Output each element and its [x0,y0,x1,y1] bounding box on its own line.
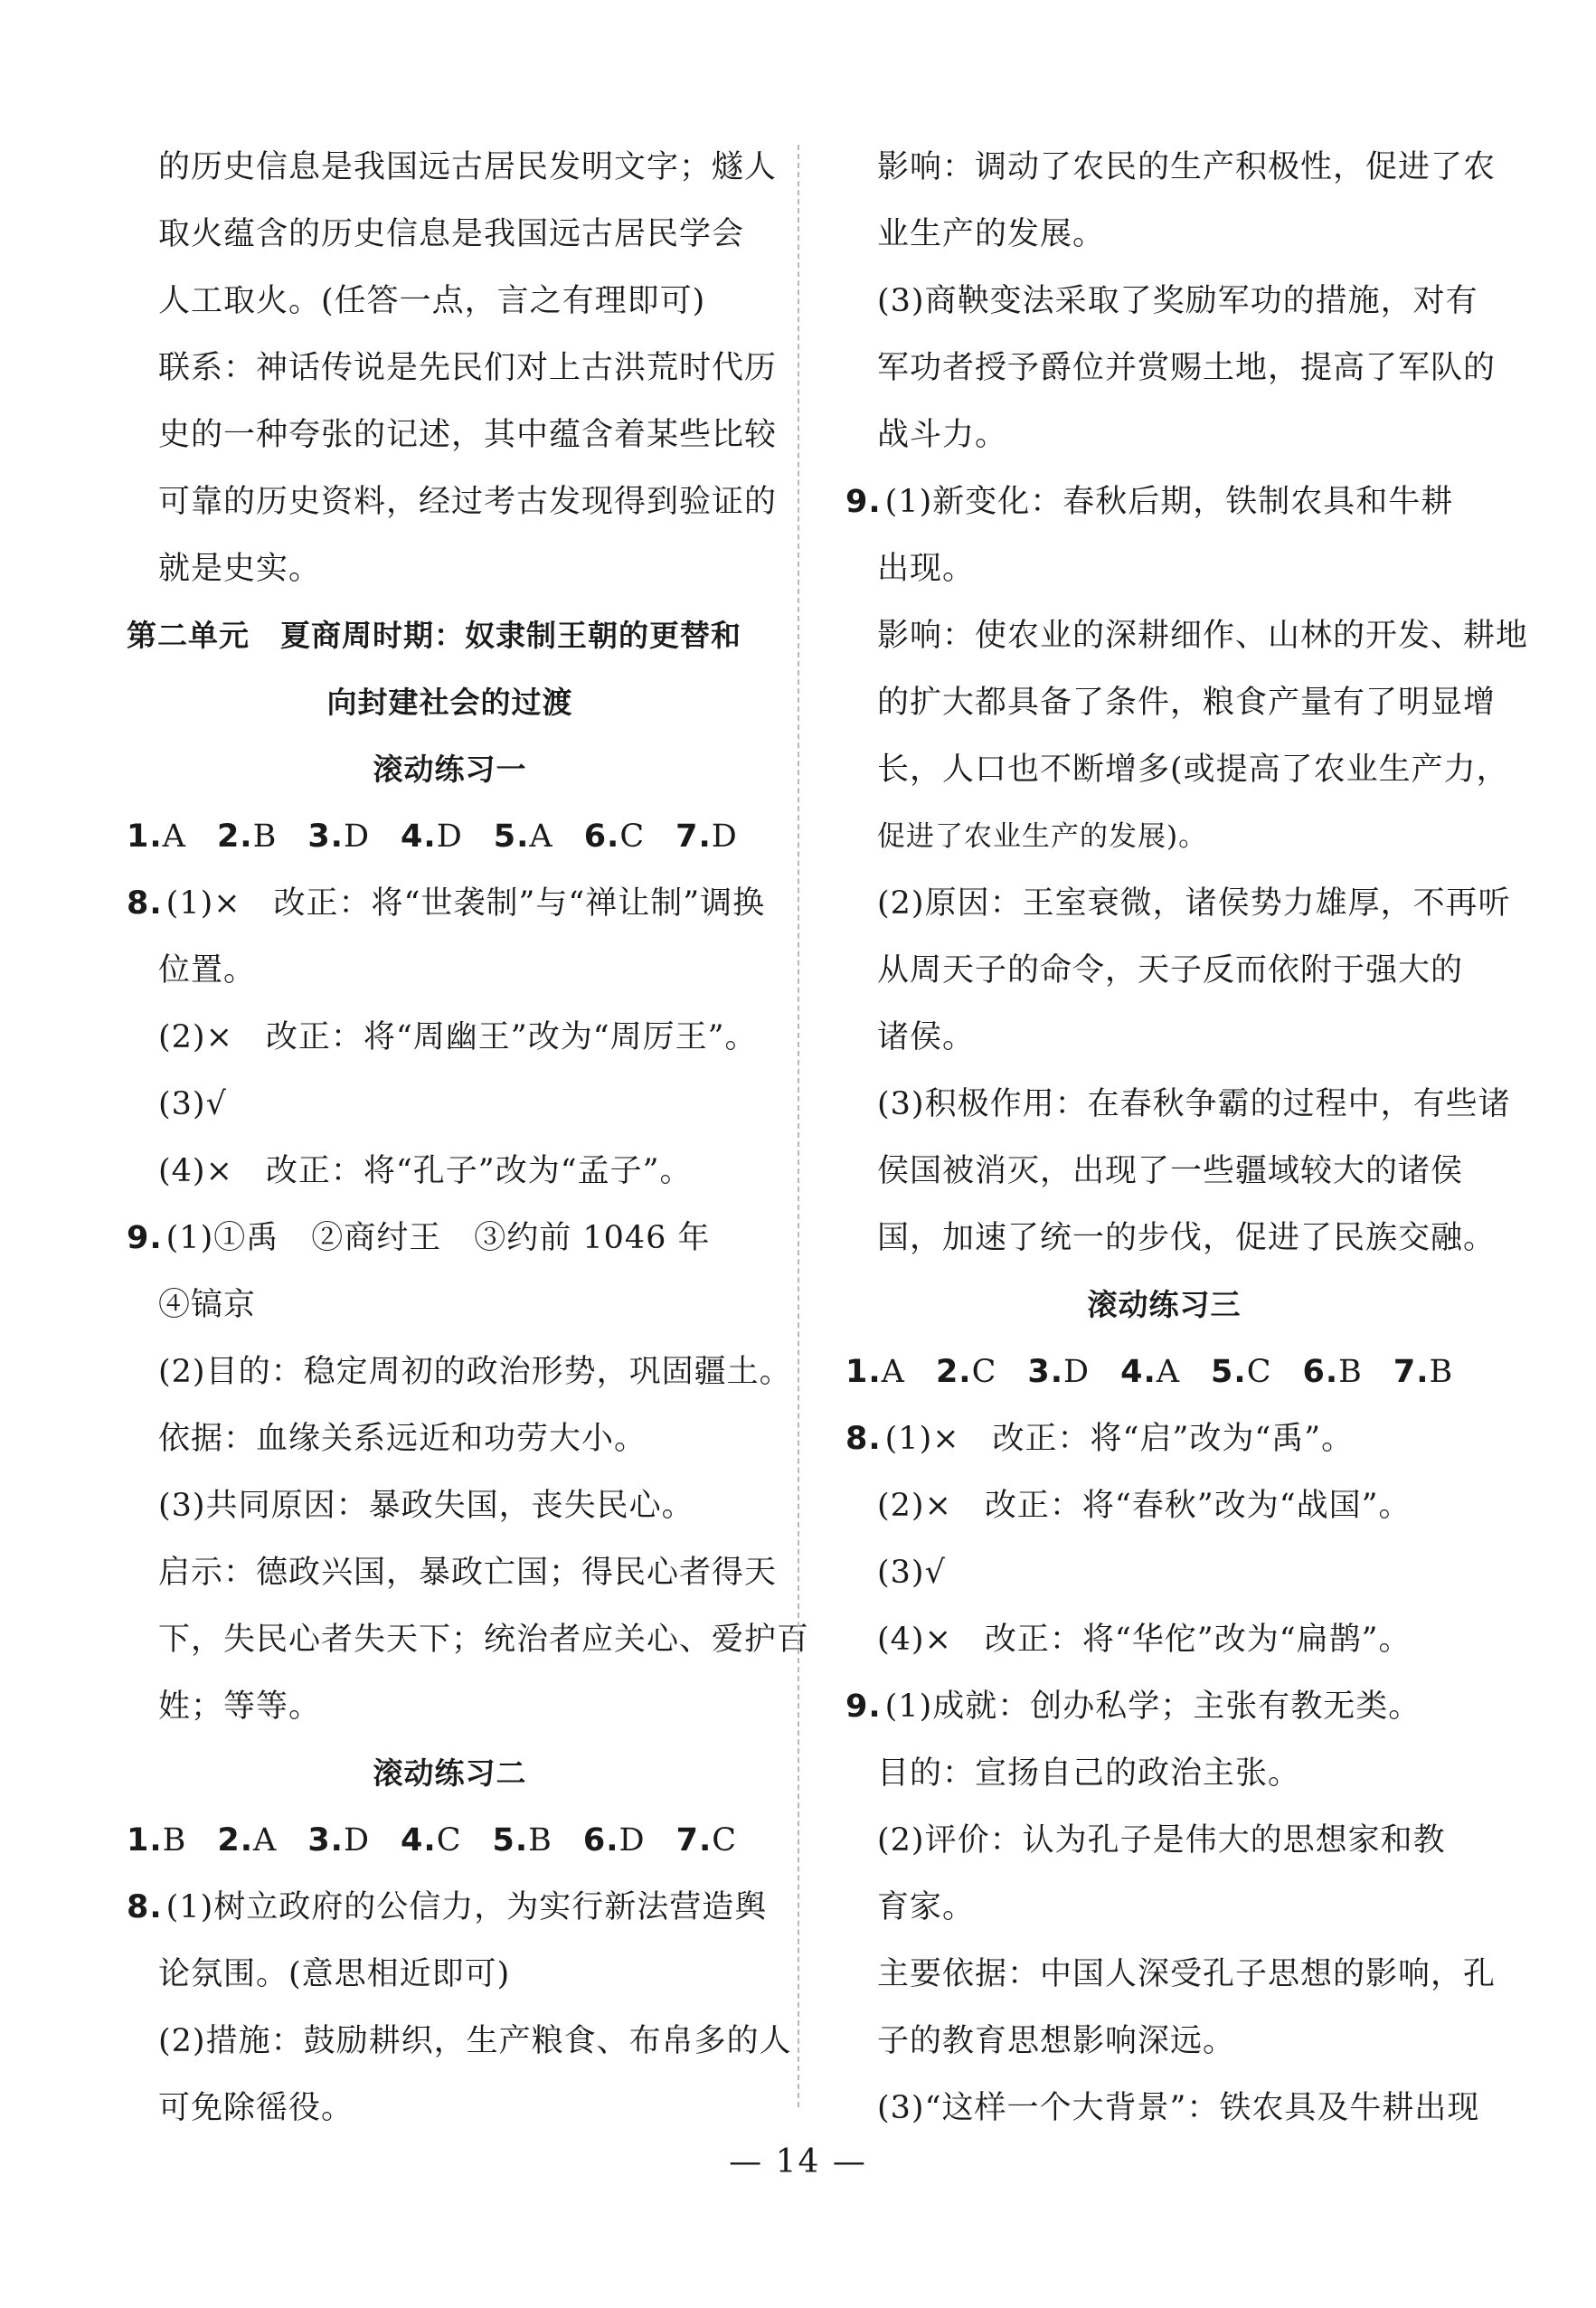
mc-answer [675,803,738,870]
mc-answer [307,803,370,870]
line-text: (2)目的：稳定周初的政治形势，巩固疆土。 [158,1354,792,1390]
mc-choice: B [528,1822,552,1859]
text-line [127,1272,773,1338]
mc-choice: B [1429,1354,1454,1390]
text-line [127,1405,773,1472]
mc-answer [1302,1338,1362,1405]
line-text: (3)√ [158,1086,227,1122]
mc-choice: D [711,818,738,855]
text-line [845,1941,1497,2008]
mc-question-number: 5. [493,818,530,855]
mc-answer [401,803,463,870]
mc-question-number: 4. [401,1822,437,1859]
line-text: (1)①禹 ②商纣王 ③约前 1046 年 [165,1220,711,1256]
mc-question-number: 3. [307,1822,344,1859]
line-text: (3)“这样一个大背景”：铁农具及牛耕出现 [877,2090,1480,2126]
text-line [845,1472,1483,1539]
mc-answer-row [127,803,773,870]
line-text: (1)成就：创办私学；主张有教无类。 [884,1688,1421,1725]
text-line [127,1205,773,1272]
line-text: 国，加速了统一的步伐，促进了民族交融。 [877,1220,1497,1256]
text-line [127,201,773,268]
text-line [845,669,1497,736]
mc-choice: A [1156,1354,1181,1390]
section-heading [845,1272,1483,1338]
line-text: 主要依据：中国人深受孔子思想的影响，孔 [877,1956,1497,1992]
mc-question-number: 1. [127,818,163,855]
text-line [127,2008,792,2075]
mc-answer [584,803,645,870]
text-line [127,1472,773,1539]
text-line [845,1874,1483,1941]
text-line [845,1405,1483,1472]
line-text: 向封建社会的过渡 [326,685,573,720]
mc-question-number: 7. [1393,1354,1430,1390]
mc-answer [217,1807,277,1874]
line-text: (2)× 改正：将“周幽王”改为“周厉王”。 [158,1019,758,1055]
text-line [845,2008,1483,2075]
text-line [845,134,1497,201]
mc-question-number: 2. [216,818,253,855]
line-text: 战斗力。 [877,417,1008,453]
mc-question-number: 3. [307,818,344,855]
mc-choice: D [343,818,371,855]
mc-choice: B [162,1822,187,1859]
text-line [845,201,1483,268]
line-text: 滚动练习二 [373,1755,527,1791]
line-text: 联系：神话传说是先民们对上古洪荒时代历 [158,350,778,386]
line-text: 影响：调动了农民的生产积极性，促进了农 [877,149,1497,185]
line-text: 第二单元 夏商周时期：奴隶制王朝的更替和 [127,618,741,653]
mc-question-number: 4. [1120,1354,1157,1390]
line-text: 姓；等等。 [158,1688,322,1725]
mc-answer [676,1807,737,1874]
line-text: (4)× 改正：将“华佗”改为“扁鹊”。 [877,1622,1412,1658]
line-text: 下，失民心者失天下；统治者应关心、爱护百 [158,1622,810,1658]
line-text: 的历史信息是我国远古居民发明文字；燧人 [158,149,778,185]
line-text: 位置。 [158,952,257,988]
line-text: 出现。 [877,551,976,587]
column-divider [798,145,799,2107]
mc-answer [494,803,553,870]
line-text: 滚动练习一 [373,752,527,787]
mc-choice: C [619,818,646,855]
mc-question-number: 1. [845,1354,882,1390]
mc-question-number: 2. [217,1822,254,1859]
text-line [127,1004,773,1071]
text-line [845,1807,1483,1874]
line-text: 论氛围。(意思相近即可) [158,1956,511,1992]
mc-answer [492,1807,552,1874]
line-text: 史的一种夸张的记述，其中蕴含着某些比较 [158,417,778,453]
text-line [845,468,1483,535]
line-text: (3)积极作用：在春秋争霸的过程中，有些诸 [877,1086,1511,1122]
line-text: (1)树立政府的公信力，为实行新法营造舆 [165,1889,768,1925]
question-number: 9. [127,1220,163,1256]
question-number: 9. [845,1688,882,1725]
line-text: 依据：血缘关系远近和功劳大小。 [158,1421,647,1457]
mc-choice: D [436,818,463,855]
mc-question-number: 4. [401,818,437,855]
text-line [127,937,773,1004]
line-text: 业生产的发展。 [877,216,1106,252]
line-text: 启示：德政兴国，暴政亡国；得民心者得天 [158,1555,778,1591]
mc-answer [127,803,186,870]
text-line [845,2075,1483,2142]
line-text: 可靠的历史资料，经过考古发现得到验证的 [158,484,778,520]
line-text: (2)原因：王室衰微，诸侯势力雄厚，不再听 [877,885,1511,922]
mc-answer [583,1807,646,1874]
mc-question-number: 5. [1211,1354,1247,1390]
text-line [845,937,1483,1004]
text-line [845,1606,1483,1673]
text-line [127,1941,773,2008]
text-line [845,803,1483,870]
mc-choice: B [252,818,278,855]
mc-answer [1120,1338,1180,1405]
line-text: (2)评价：认为孔子是伟大的思想家和教 [877,1822,1446,1859]
text-line [127,268,773,335]
left-column [127,134,810,2142]
mc-question-number: 6. [1302,1354,1339,1390]
mc-question-number: 6. [583,818,620,855]
mc-choice: A [253,1822,278,1859]
mc-answer [936,1338,996,1405]
right-column [845,134,1529,2142]
question-number: 8. [127,885,163,922]
line-text: (3)√ [877,1555,946,1591]
line-text: 就是史实。 [158,551,322,587]
line-text: 育家。 [877,1889,976,1925]
line-text: (3)共同原因：暴政失国，丧失民心。 [158,1488,694,1524]
text-line [845,1071,1511,1138]
mc-question-number: 2. [935,1354,972,1390]
line-text: (2)措施：鼓励耕织，生产粮食、布帛多的人 [158,2023,792,2059]
text-line [127,468,778,535]
text-line [845,1004,1483,1071]
mc-answer [1393,1338,1453,1405]
section-heading [127,602,773,669]
line-text: 长，人口也不断增多(或提高了农业生产力， [877,752,1509,788]
mc-choice: C [1246,1354,1272,1390]
question-number: 8. [127,1889,163,1925]
mc-answer-row [845,1338,1483,1405]
text-line [845,1740,1483,1807]
mc-answer [127,1807,186,1874]
question-number: 8. [845,1421,882,1457]
line-text: 滚动练习三 [1087,1287,1242,1322]
text-line [845,736,1509,803]
line-text: (4)× 改正：将“孔子”改为“孟子”。 [158,1153,693,1189]
section-heading [127,669,773,736]
text-line [127,134,778,201]
line-text: ④镐京 [158,1287,257,1323]
line-text: 侯国被消灭，出现了一些疆域较大的诸侯 [877,1153,1464,1189]
line-text: 可免除徭役。 [158,2090,354,2126]
line-text: (1)× 改正：将“世袭制”与“禅让制”调换 [165,885,766,922]
mc-choice: D [343,1822,371,1859]
line-text: 军功者授予爵位并赏赐土地，提高了军队的 [877,350,1497,386]
text-line [845,1673,1483,1740]
text-line [127,402,778,468]
line-text: 从周天子的命令，天子反而依附于强大的 [877,952,1464,988]
mc-choice: D [1063,1354,1091,1390]
section-heading [127,736,773,803]
text-line [127,870,773,937]
mc-answer [845,1338,905,1405]
text-line [845,268,1483,335]
line-text: 促进了农业生产的发展)。 [877,820,1208,853]
mc-question-number: 1. [127,1822,163,1859]
mc-choice: C [971,1354,997,1390]
text-line [127,1338,792,1405]
mc-question-number: 6. [582,1822,619,1859]
question-number: 9. [845,484,882,520]
mc-choice: A [881,1354,905,1390]
mc-question-number: 7. [675,818,712,855]
line-text: (3)商鞅变法采取了奖励军功的措施，对有 [877,283,1478,319]
line-text: 目的：宣扬自己的政治主张。 [877,1755,1301,1792]
mc-question-number: 3. [1027,1354,1064,1390]
mc-choice: D [619,1822,646,1859]
page-number: — 14 — [729,2143,867,2180]
mc-answer [401,1807,461,1874]
line-text: 取火蕴含的历史信息是我国远古居民学会 [158,216,745,252]
text-line [127,1539,778,1606]
line-text: 影响：使农业的深耕细作、山林的开发、耕地 [877,618,1529,654]
mc-choice: A [529,818,553,855]
line-text: 子的教育思想影响深远。 [877,2023,1236,2059]
mc-choice: A [162,818,186,855]
mc-choice: C [712,1822,738,1859]
text-line [845,602,1529,669]
text-line [845,335,1497,402]
text-line [845,402,1483,468]
text-line [127,1138,773,1205]
text-line [127,1071,773,1138]
line-text: 人工取火。(任答一点，言之有理即可) [158,283,706,319]
text-line [845,1539,1483,1606]
text-line [845,535,1483,602]
text-line [845,870,1511,937]
text-line [845,1138,1483,1205]
mc-answer [1027,1338,1090,1405]
section-heading [127,1740,773,1807]
mc-choice: C [436,1822,462,1859]
line-text: 诸侯。 [877,1019,976,1055]
text-line [127,335,778,402]
mc-question-number: 5. [492,1822,529,1859]
mc-answer [1211,1338,1271,1405]
text-line [845,1205,1497,1272]
line-text: (1)× 改正：将“启”改为“禹”。 [884,1421,1355,1457]
line-text: (2)× 改正：将“春秋”改为“战国”。 [877,1488,1412,1524]
line-text: 的扩大都具备了条件，粮食产量有了明显增 [877,685,1497,721]
mc-answer [307,1807,370,1874]
text-line [127,1874,773,1941]
mc-answer [217,803,277,870]
mc-choice: B [1338,1354,1363,1390]
text-line [127,535,773,602]
text-line [127,1673,773,1740]
mc-answer-row [127,1807,773,1874]
line-text: (1)新变化：春秋后期，铁制农具和牛耕 [884,484,1454,520]
text-line [127,2075,773,2142]
text-line [127,1606,810,1673]
mc-question-number: 7. [675,1822,713,1859]
